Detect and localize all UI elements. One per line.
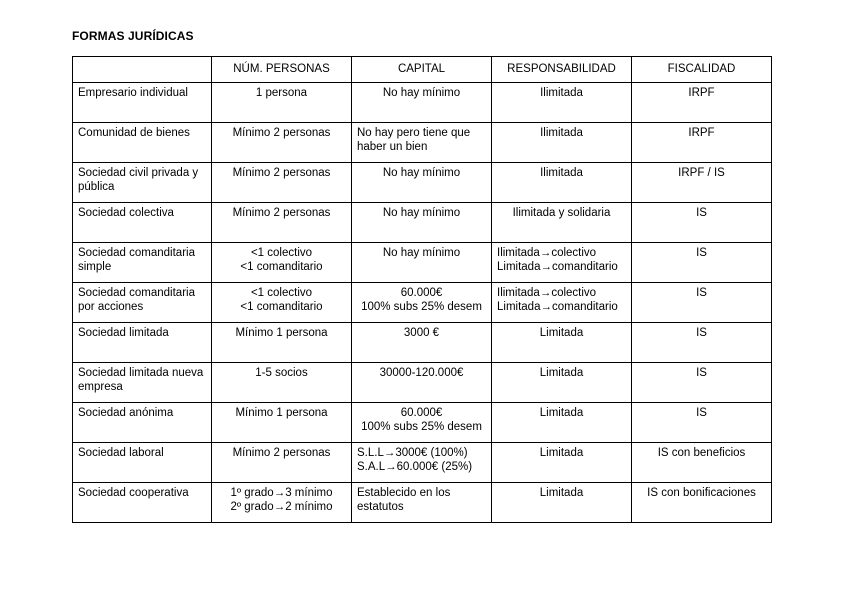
cell-fiscalidad: IS con bonificaciones [632,483,772,523]
cell-forma: Sociedad civil privada y pública [73,163,212,203]
cell-num-personas: Mínimo 1 persona [212,323,352,363]
table-row [73,443,772,483]
cell-responsabilidad: Ilimitada [492,83,632,123]
cell-capital: No hay pero tiene que haber un bien [352,123,492,163]
cell-capital: No hay mínimo [352,243,492,283]
table-row [73,243,772,283]
header-responsabilidad: RESPONSABILIDAD [492,57,632,83]
cell-forma: Sociedad cooperativa [73,483,212,523]
table-row [73,323,772,363]
cell-responsabilidad: Ilimitada→colectivo Limitada→comanditario [492,243,632,283]
cell-capital: 60.000€ 100% subs 25% desem [352,403,492,443]
cell-capital: 3000 € [352,323,492,363]
cell-fiscalidad: IS [632,403,772,443]
cell-capital: No hay mínimo [352,83,492,123]
cell-num-personas: 1º grado→3 mínimo 2º grado→2 mínimo [212,483,352,523]
cell-capital: No hay mínimo [352,203,492,243]
cell-fiscalidad: IS [632,203,772,243]
cell-fiscalidad: IS [632,363,772,403]
cell-responsabilidad: Limitada [492,483,632,523]
cell-forma: Sociedad limitada nueva empresa [73,363,212,403]
cell-responsabilidad: Limitada [492,403,632,443]
cell-forma: Sociedad comanditaria simple [73,243,212,283]
cell-capital: Establecido en los estatutos [352,483,492,523]
cell-capital: S.L.L→3000€ (100%) S.A.L→60.000€ (25%) [352,443,492,483]
cell-responsabilidad: Ilimitada [492,123,632,163]
cell-capital: No hay mínimo [352,163,492,203]
cell-fiscalidad: IRPF [632,83,772,123]
table-row [73,123,772,163]
header-num-personas: NÚM. PERSONAS [212,57,352,83]
table-row [73,483,772,523]
header-capital: CAPITAL [352,57,492,83]
cell-forma: Sociedad laboral [73,443,212,483]
cell-responsabilidad: Limitada [492,443,632,483]
cell-fiscalidad: IS [632,283,772,323]
page-title: FORMAS JURÍDICAS [72,29,194,43]
cell-num-personas: Mínimo 2 personas [212,443,352,483]
cell-forma: Sociedad colectiva [73,203,212,243]
cell-responsabilidad: Ilimitada y solidaria [492,203,632,243]
cell-forma: Comunidad de bienes [73,123,212,163]
cell-responsabilidad: Limitada [492,323,632,363]
cell-num-personas: Mínimo 2 personas [212,203,352,243]
cell-forma: Sociedad limitada [73,323,212,363]
cell-num-personas: 1-5 socios [212,363,352,403]
cell-fiscalidad: IS [632,243,772,283]
table-header-row [73,57,772,83]
cell-responsabilidad: Ilimitada [492,163,632,203]
cell-fiscalidad: IRPF [632,123,772,163]
cell-fiscalidad: IS con beneficios [632,443,772,483]
cell-num-personas: <1 colectivo <1 comanditario [212,283,352,323]
cell-responsabilidad: Ilimitada→colectivo Limitada→comanditario [492,283,632,323]
cell-num-personas: <1 colectivo <1 comanditario [212,243,352,283]
cell-forma: Sociedad comanditaria por acciones [73,283,212,323]
cell-num-personas: Mínimo 2 personas [212,123,352,163]
table-row [73,83,772,123]
cell-num-personas: Mínimo 1 persona [212,403,352,443]
table-row [73,203,772,243]
cell-capital: 60.000€ 100% subs 25% desem [352,283,492,323]
table-row [73,403,772,443]
cell-fiscalidad: IRPF / IS [632,163,772,203]
table-row [73,283,772,323]
legal-forms-table [72,56,772,523]
header-empty [73,57,212,83]
cell-responsabilidad: Limitada [492,363,632,403]
cell-forma: Empresario individual [73,83,212,123]
table-row [73,363,772,403]
cell-forma: Sociedad anónima [73,403,212,443]
cell-num-personas: 1 persona [212,83,352,123]
cell-fiscalidad: IS [632,323,772,363]
header-fiscalidad: FISCALIDAD [632,57,772,83]
cell-capital: 30000-120.000€ [352,363,492,403]
table-row [73,163,772,203]
cell-num-personas: Mínimo 2 personas [212,163,352,203]
